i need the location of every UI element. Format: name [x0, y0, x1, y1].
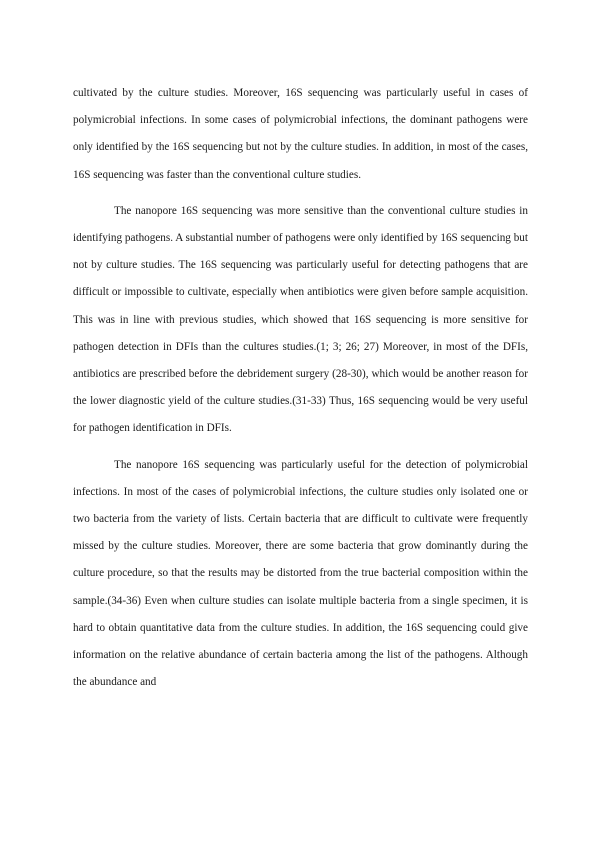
paragraph-3: The nanopore 16S sequencing was particularly useful for the detection of polymicrobial infections. In most of the cases of polymicrobial infections, the culture studies only isolated one or two bacteria from the variety of lists. Certain bacteria that are difficult to cultivate were frequently missed by the culture studies. Moreover, there are some bacteria that grow dominantly during the culture procedure, so that the results may be distorted from the true bacterial composition within the sample.(34-36) Even when culture studies can isolate multiple bacteria from a single specimen, it is hard to obtain quantitative data from the culture studies. In addition, the 16S sequencing could give information on the relative abundance of certain bacteria among the list of the pathogens. Although the abundance and — [73, 458, 528, 689]
paragraph-2: The nanopore 16S sequencing was more sensitive than the conventional culture studies in identifying pathogens. A substantial number of pathogens were only identified by 16S sequencing but not by culture studies. The 16S sequencing was particularly useful for detecting pathogens that are difficult or impossible to cultivate, especially when antibiotics were given before sample acquisition. This was in line with previous studies, which showed that 16S sequencing is more sensitive for pathogen detection in DFIs than the cultures studies.(1; 3; 26; 27) Moreover, in most of the DFIs, antibiotics are prescribed before the debridement surgery (28-30), which would be another reason for the lower diagnostic yield of the culture studies.(31-33) Thus, 16S sequencing would be very useful for pathogen identification in DFIs. — [73, 204, 528, 435]
paragraph-1: cultivated by the culture studies. Moreover, 16S sequencing was particularly useful in cases of polymicrobial infections. In some cases of polymicrobial infections, the dominant pathogens were only identified by the 16S sequencing but not by the culture studies. In addition, in most of the cases, 16S sequencing was faster than the conventional culture studies. — [73, 87, 528, 181]
document-page — [73, 80, 528, 696]
